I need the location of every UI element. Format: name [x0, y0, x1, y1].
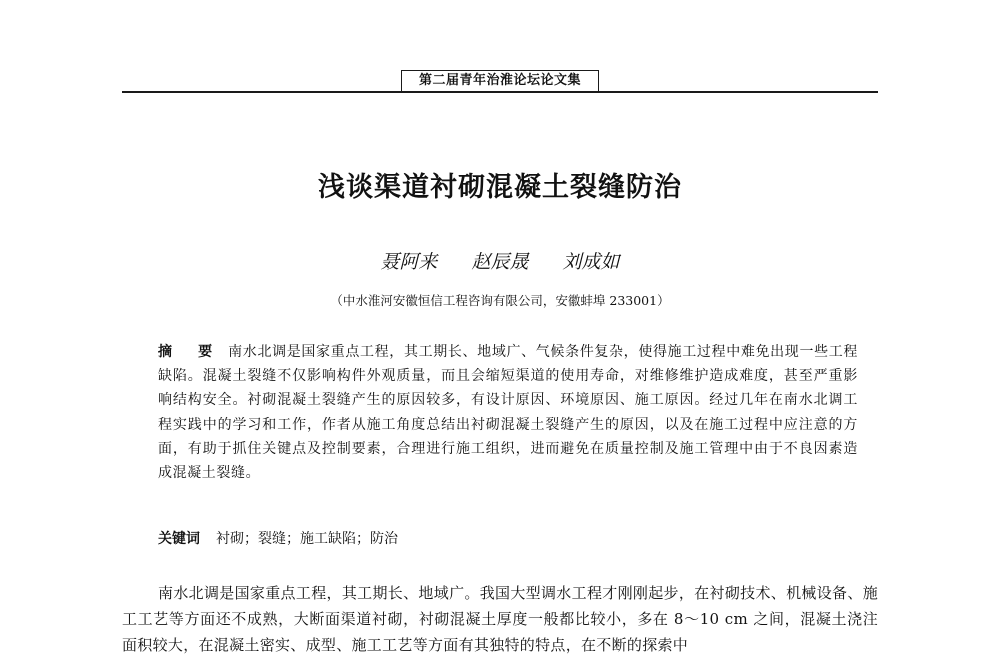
author-name: 刘成如: [562, 251, 620, 273]
article-title: 浅谈渠道衬砌混凝土裂缝防治: [318, 172, 682, 203]
author-name: 赵辰晟: [471, 251, 529, 273]
author-affiliation: （中水淮河安徽恒信工程咨询有限公司，安徽蚌埠 233001）: [330, 293, 670, 308]
abstract: [158, 340, 858, 485]
keywords-text: 衬砌；裂缝；施工缺陷；防治: [216, 531, 398, 547]
keywords-label: 关键词: [158, 531, 200, 547]
header-rule: [122, 91, 878, 93]
author-name: 聂阿来: [380, 251, 438, 273]
running-header: 第二届青年治淮论坛论文集: [401, 70, 599, 91]
body-paragraph: 南水北调是国家重点工程，其工期长、地域广。我国大型调水工程才刚刚起步，在衬砌技术、机械设备、施工工艺等方面还不成熟，大断面渠道衬砌，衬砌混凝土厚度一般都比较小，多在 8～10 cm 之间，混凝土浇注面积较大，在混凝土密实、成型、施工工艺等方面有其独特的特点，在不断的探索中: [122, 584, 878, 654]
keywords: [158, 527, 858, 551]
abstract-label: 摘 要: [158, 344, 219, 360]
author-list: [0, 248, 1000, 276]
abstract-text: 南水北调是国家重点工程，其工期长、地域广、气候条件复杂，使得施工过程中难免出现一些工程缺陷。混凝土裂缝不仅影响构件外观质量，而且会缩短渠道的使用寿命，对维修维护造成难度，甚至严重影响结构安全。衬砌混凝土裂缝产生的原因较多，有设计原因、环境原因、施工原因。经过几年在南水北调工程实践中的学习和工作，作者从施工角度总结出衬砌混凝土裂缝产生的原因，以及在施工过程中应注意的方面，有助于抓住关键点及控制要素，合理进行施工组织，进而避免在质量控制及施工管理中由于不良因素造成混凝土裂缝。: [158, 344, 858, 482]
